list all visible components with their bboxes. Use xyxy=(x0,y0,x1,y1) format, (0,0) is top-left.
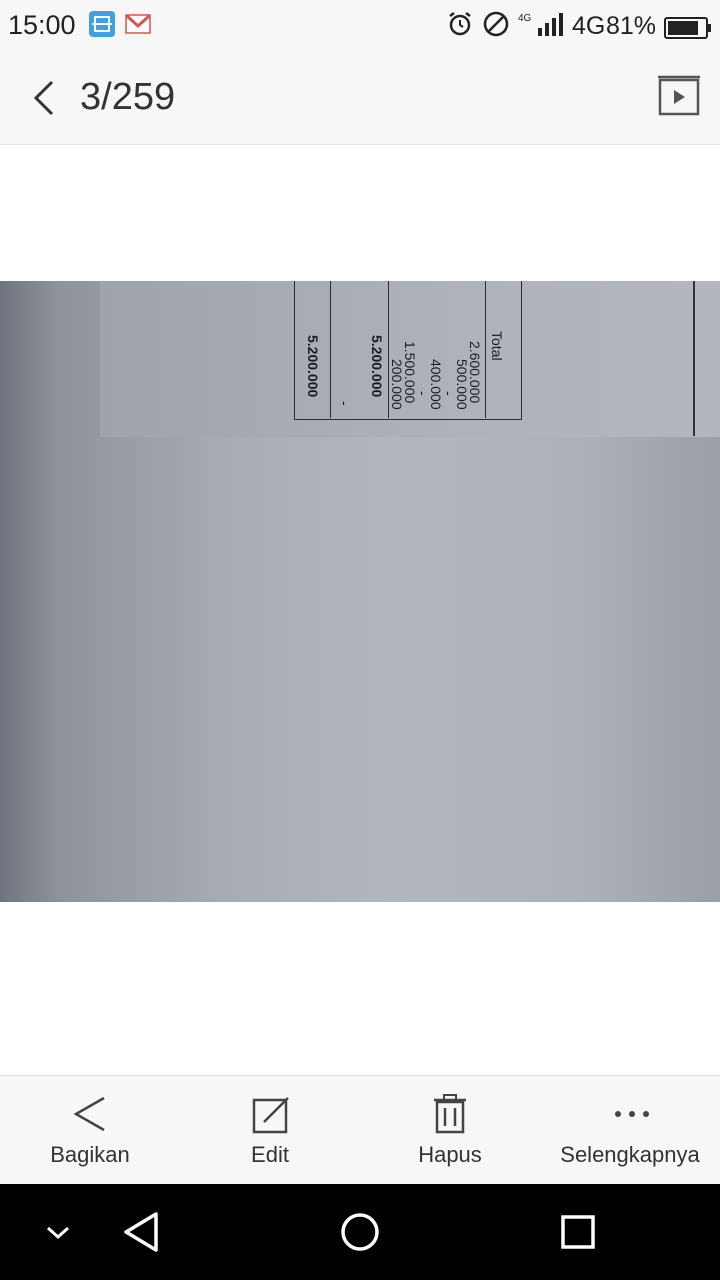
gmail-notification-icon xyxy=(124,10,152,38)
delete-label: Hapus xyxy=(418,1142,482,1167)
nav-recents-icon[interactable] xyxy=(550,1204,606,1260)
row-total: 1.500.000 xyxy=(402,341,418,404)
row-total: 400.000 xyxy=(428,359,444,410)
nav-home-icon[interactable] xyxy=(332,1204,388,1260)
do-not-disturb-icon xyxy=(482,10,510,38)
share-label: Bagikan xyxy=(50,1142,130,1167)
screenshot-notification-icon xyxy=(88,10,116,38)
delete-button[interactable] xyxy=(360,1076,540,1185)
edit-icon xyxy=(252,1094,292,1134)
signal-icon xyxy=(518,10,570,38)
summary-value: 5.200.000 xyxy=(369,335,385,398)
row-total: 2.600.000 xyxy=(467,341,483,404)
image-counter: 3/259 xyxy=(80,76,176,118)
more-button[interactable] xyxy=(540,1076,720,1185)
network-type: 4G xyxy=(572,12,606,40)
row-total: 200.000 xyxy=(389,359,405,410)
trash-icon xyxy=(432,1094,468,1134)
action-bar xyxy=(0,1075,720,1185)
payslip-photo[interactable] xyxy=(0,281,720,902)
header-total: Total xyxy=(489,331,505,361)
salary-table xyxy=(294,281,522,420)
header-rule xyxy=(693,281,695,436)
payslip-document xyxy=(100,281,720,437)
status-time: 15:00 xyxy=(8,10,76,40)
nav-back-icon[interactable] xyxy=(114,1204,170,1260)
edit-label: Edit xyxy=(251,1142,289,1167)
share-button[interactable] xyxy=(0,1076,180,1185)
summary-divider xyxy=(388,281,389,418)
row-total: - xyxy=(441,391,457,396)
more-icon xyxy=(612,1094,652,1134)
viewer-header xyxy=(0,52,720,145)
summary-divider xyxy=(330,281,331,418)
row-total: 500.000 xyxy=(454,359,470,410)
navigation-bar xyxy=(0,1184,720,1280)
slideshow-button[interactable] xyxy=(652,72,704,124)
nav-hide-chevron-icon[interactable] xyxy=(30,1204,86,1260)
battery-percent: 81% xyxy=(606,12,657,40)
row-total: - xyxy=(415,391,431,396)
svg-text:4G: 4G xyxy=(518,13,532,24)
alarm-icon xyxy=(446,10,474,38)
share-icon xyxy=(72,1094,108,1134)
back-button[interactable] xyxy=(24,74,72,122)
status-bar xyxy=(0,0,720,52)
battery-icon xyxy=(664,14,712,42)
summary-value: 5.200.000 xyxy=(305,335,321,398)
more-label: Selengkapnya xyxy=(560,1142,700,1167)
summary-value: - xyxy=(337,401,353,406)
edit-button[interactable] xyxy=(180,1076,360,1185)
